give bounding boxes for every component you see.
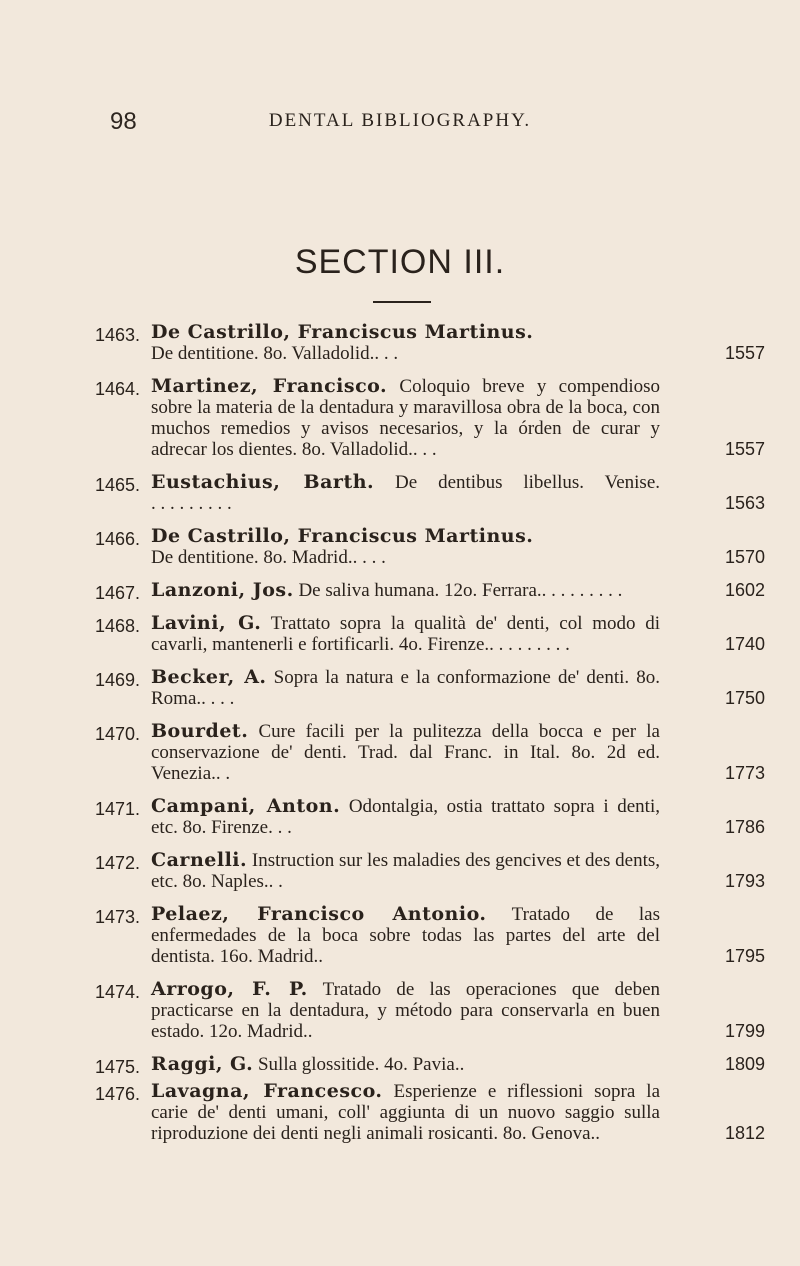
bibliography-entry (94, 720, 766, 784)
entry-year: 1740 (725, 634, 766, 654)
entry-text (140, 472, 660, 514)
leader-dots: . . . . . . . . . (151, 493, 232, 514)
entry-author: Raggi, G. (151, 1053, 254, 1075)
entry-year: 1750 (725, 688, 766, 708)
entry-description: Odontalgia, ostia trattato sopra i denti, etc. 8o. Firenze (151, 796, 660, 838)
leader-dots: . (318, 946, 324, 967)
bibliography-entry (94, 1080, 766, 1144)
leader-dots: . (459, 1054, 465, 1075)
bibliography-entry (94, 849, 766, 892)
entry-description: Coloquio breve y compendioso sobre la materia de la dentadura y maravillosa obra de la boca, con muchos remedios y avisos necesarios, y la órden de curar y adrecar los dientes. 8o. Valladolid. (151, 376, 661, 460)
entry-author: De Castrillo, Franciscus Martinus. (151, 525, 534, 547)
entry-number: 1465. (94, 475, 140, 495)
page-number: 98 (110, 108, 137, 135)
entry-text (140, 580, 660, 601)
entry-author: Becker, A. (151, 666, 267, 688)
bibliography-entry (94, 375, 766, 460)
entry-author: Carnelli. (151, 849, 248, 871)
entry-number: 1464. (94, 379, 140, 399)
entry-year: 1812 (725, 1123, 766, 1143)
entry-number: 1467. (94, 583, 140, 603)
entry-text (140, 796, 660, 838)
entry-year: 1799 (725, 1021, 766, 1041)
entry-year: 1563 (725, 493, 766, 513)
entry-description: Tratado de las enfermedades de la boca sobre todas las partes del arte del dentista. 16o. Madrid. (151, 904, 660, 967)
entry-year: 1809 (725, 1054, 766, 1074)
entry-text (140, 1081, 660, 1144)
entry-text (140, 613, 660, 655)
bibliography-entry (94, 321, 766, 364)
entry-year: 1795 (725, 946, 766, 966)
bibliography-entry (94, 795, 766, 838)
running-head: DENTAL BIBLIOGRAPHY. (268, 110, 532, 131)
leader-dots: . . (215, 763, 231, 784)
entry-year: 1570 (725, 547, 766, 567)
leader-dots: . (307, 1021, 313, 1042)
entry-description: Sopra la natura e la conformazione de' denti. 8o. Roma. (151, 667, 661, 709)
entry-number: 1463. (94, 325, 140, 345)
entry-text (140, 376, 660, 460)
bibliography-entry (94, 666, 766, 709)
entry-author: Martinez, Francisco. (151, 375, 388, 397)
entry-description: Sulla glossitide. 4o. Pavia. (257, 1054, 460, 1075)
bibliography-entry (94, 978, 766, 1042)
leader-dots: . . . . (352, 547, 386, 568)
leader-dots: . . . . (201, 688, 235, 709)
entry-author: Arrogo, F. P. (151, 978, 308, 1000)
entry-text (140, 979, 660, 1042)
entry-description: Cure facili per la pulitezza della bocca e per la conservazione de' denti. Trad. dal Franc. in Ital. 8o. 2d ed. Venezia. (151, 721, 660, 784)
entry-text (140, 526, 660, 568)
entry-author: Lavini, G. (151, 612, 262, 634)
entry-year: 1773 (725, 763, 766, 783)
entry-description: Instruction sur les maladies des gencives et des dents, etc. 8o. Naples. (151, 850, 660, 892)
leader-dots: . . . (268, 817, 292, 838)
leader-dots: . (595, 1123, 601, 1144)
entry-author: Eustachius, Barth. (151, 471, 375, 493)
entry-number: 1469. (94, 670, 140, 690)
entry-description: Esperienze e riflessioni sopra la carie de' denti umani, coll' aggiunta di un nuovo saggio sulla riproduzione dei denti negli animali rosicanti. 8o. Genova. (151, 1081, 660, 1144)
entry-text (140, 721, 660, 784)
leader-dots: . . . (412, 439, 437, 460)
leader-dots: . . . . . . . . . (541, 580, 623, 601)
bibliography-entry (94, 525, 766, 568)
entry-text (140, 667, 660, 709)
entry-text (140, 904, 660, 967)
entry-number: 1474. (94, 982, 140, 1002)
entry-year: 1793 (725, 871, 766, 891)
entry-author: Campani, Anton. (151, 795, 341, 817)
bibliography-entry (94, 903, 766, 967)
entry-author: Pelaez, Francisco Antonio. (151, 903, 487, 925)
leader-dots: . . . (374, 343, 399, 364)
entry-description: De dentibus libellus. Venise. (395, 472, 661, 493)
leader-dots: . . . . . . . . . (489, 634, 570, 655)
entry-number: 1475. (94, 1057, 140, 1077)
entry-description: De dentitione. 8o. Valladolid. (151, 343, 375, 364)
entry-year: 1557 (725, 343, 766, 363)
entry-number: 1472. (94, 853, 140, 873)
entry-year: 1557 (725, 439, 766, 459)
entry-text (140, 1054, 660, 1075)
entry-year: 1786 (725, 817, 766, 837)
entry-number: 1476. (94, 1084, 140, 1104)
bibliography-entry (94, 471, 766, 514)
bibliography-entry (94, 579, 766, 603)
bibliography-entry (94, 1053, 766, 1077)
entry-number: 1471. (94, 799, 140, 819)
bibliography-entry (94, 612, 766, 655)
entry-author: De Castrillo, Franciscus Martinus. (151, 321, 534, 343)
entry-text (140, 322, 660, 364)
entry-description: Trattato sopra la qualità de' denti, col modo di cavarli, mantenerli e fortificarli. 4o. Firenze. (151, 613, 660, 655)
entry-description: De dentitione. 8o. Madrid. (151, 547, 353, 568)
section-title: SECTION III. (294, 243, 506, 281)
entry-text (140, 850, 660, 892)
entry-description: Tratado de las operaciones que deben practicarse en la dentadura, y método para conservarla en buen estado. 12o. Madrid. (151, 979, 661, 1042)
entry-description: De saliva humana. 12o. Ferrara. (298, 580, 542, 601)
entry-number: 1466. (94, 529, 140, 549)
entry-author: Lanzoni, Jos. (151, 579, 294, 601)
entry-year: 1602 (725, 580, 766, 600)
bibliography-list (0, 322, 800, 1144)
section-rule (373, 301, 431, 303)
entry-author: Lavagna, Francesco. (151, 1080, 383, 1102)
entry-number: 1470. (94, 724, 140, 744)
leader-dots: . . (268, 871, 283, 892)
entry-author: Bourdet. (151, 720, 249, 742)
entry-number: 1473. (94, 907, 140, 927)
entry-number: 1468. (94, 616, 140, 636)
